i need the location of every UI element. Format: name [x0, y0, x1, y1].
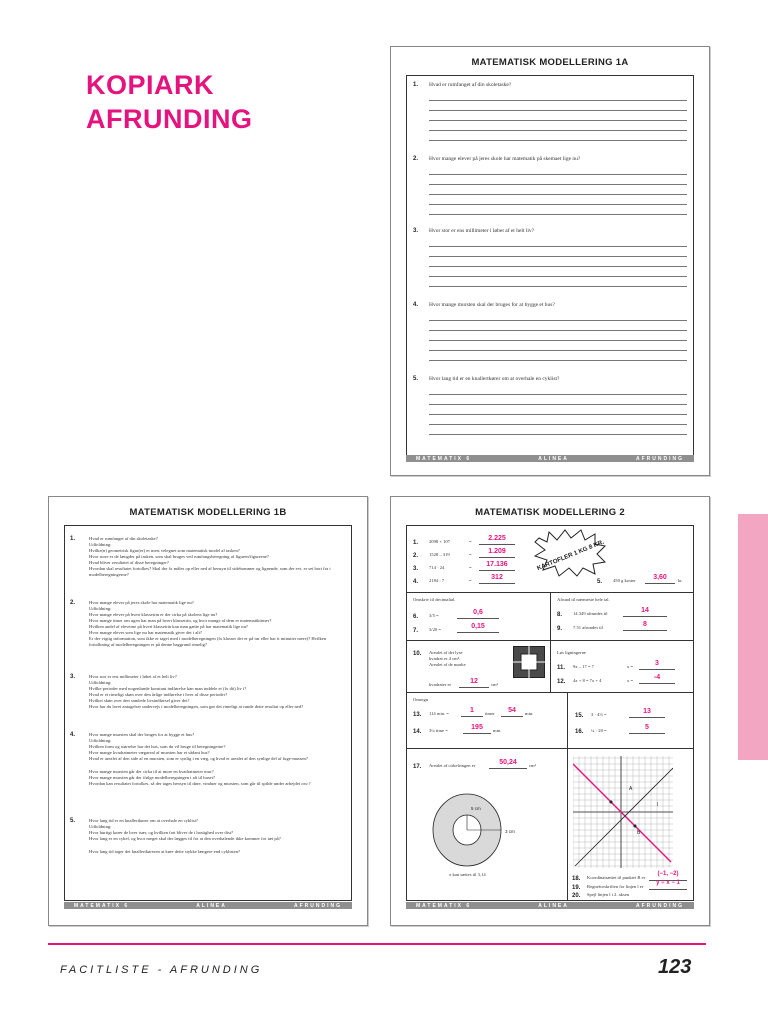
section-head: Omskriv til decimaltal.	[413, 597, 456, 602]
answer-line	[429, 246, 687, 247]
answer-line	[479, 557, 515, 558]
q-text: Arealet af cirkelringen er	[429, 763, 476, 768]
answer: 12	[470, 678, 478, 685]
page-modelling-1a	[390, 46, 710, 476]
answer-line	[429, 194, 687, 195]
answer-line	[623, 616, 667, 617]
answer: 17.136	[486, 561, 508, 568]
q-bullet: Hvor mange mursten går der cirka til at mure en kvadratmeter mur?	[89, 769, 214, 774]
footer-series: MATEMATIX 6	[416, 455, 472, 462]
footer-series: MATEMATIX 6	[74, 902, 130, 909]
q-expr: 3/20 =	[429, 627, 441, 632]
q-number: 6.	[413, 614, 419, 620]
answer: (−1, −2)	[657, 871, 679, 877]
header-line1: KOPIARK	[86, 70, 215, 100]
answer-line	[463, 733, 491, 734]
q-subhead: Udfoldning:	[89, 606, 112, 611]
q-bullet: Hvor lang tid tager det knallertkøreren at køre dette stykke længere end cyklisten?	[89, 849, 241, 854]
answer-line	[459, 687, 489, 688]
q-number: 12.	[557, 679, 566, 685]
q-expr: 14.349 afrundes til	[573, 611, 608, 616]
answer: y = x − 1	[656, 880, 680, 886]
unit: cm²	[529, 763, 536, 768]
q-number: 2.	[413, 156, 419, 162]
q-expr: 3¼ time =	[429, 728, 448, 733]
answer-line	[429, 286, 687, 287]
q-text: Hvor mange elever på jeres skole har matematik lige nu?	[89, 600, 194, 605]
radius-inner-label: 3 cm	[505, 829, 515, 834]
footer-publisher: ALINEA	[538, 455, 569, 462]
q-bullet: Hvor mange mursten går der ifølge modelberegningen i alt til huset?	[89, 775, 216, 780]
answer-line	[429, 130, 687, 131]
footer-publisher: ALINEA	[196, 902, 227, 909]
answer: 0,15	[471, 623, 485, 630]
q-text: Hvor lang tid er en knallertkører om at overhale en cyklist?	[89, 818, 198, 823]
answer: 312	[491, 574, 503, 581]
answer-line	[429, 100, 687, 101]
q-bullet: Hvilket skøn over den samlede livsindførsel giver det?	[89, 698, 190, 703]
page-footer	[406, 902, 694, 909]
answer-line	[429, 424, 687, 425]
answer-line	[639, 669, 675, 670]
q-bullet: Hvor lang er en cykel, og hvor meget skal der lægges til for at den overhalende ikke kommer for tæt på?	[89, 836, 281, 841]
variable: x =	[627, 678, 634, 683]
q-text: Hvor mange elever på jeres skole har matematik på skemaet lige nu?	[429, 156, 581, 162]
answer-line	[429, 256, 687, 257]
unit: min.	[525, 711, 534, 716]
q-expr: 1528 – 319	[429, 552, 450, 557]
page-footer	[406, 455, 694, 462]
answer-line	[429, 340, 687, 341]
q-text: Hvor stor er ens millimeter i løbet af et helt liv?	[89, 674, 177, 679]
q-bullet: Hvor mange timer om ugen har man på hvert klassetrin, og hvor mange af dem er matematiktimer?	[89, 618, 272, 623]
equals: =	[469, 578, 472, 583]
q-bullet: Hvilke perioder med nogenlunde konstant indførelse kan man inddele et (fx dit) liv i?	[89, 686, 247, 691]
q-number: 16.	[575, 729, 584, 735]
answer-line	[429, 266, 687, 267]
answer-line	[489, 768, 527, 769]
answer-line	[623, 630, 667, 631]
answer: 54	[508, 707, 516, 714]
answer-line	[429, 276, 687, 277]
q-number: 5.	[413, 376, 419, 382]
radius-outer-label: 5 cm	[471, 806, 481, 811]
q-bullet: Hvor mange kvadratmeter vægareal af mursten har et sådant hus?	[89, 750, 210, 755]
q-number: 5.	[70, 818, 76, 824]
q-text: Hvor stor er ens millimeter i løbet af et helt liv?	[429, 228, 535, 234]
q-number: 1.	[413, 82, 419, 88]
q-text: Koordinatsættet til punktet B er	[587, 875, 646, 880]
q-text: Hvad er rumfanget af din skoletaske?	[429, 82, 512, 88]
q-number: 9.	[557, 626, 563, 632]
answer-line	[457, 618, 499, 619]
answer-line	[429, 214, 687, 215]
divider	[407, 748, 693, 749]
note: π kan sættes til 3,14	[449, 872, 486, 877]
q-bullet: Hvor mange elever som lige nu har matematik giver det i alt?	[89, 630, 202, 635]
section-head: Løs ligningerne	[557, 650, 586, 655]
point-b-label: B	[637, 830, 641, 836]
answer: 3	[655, 660, 659, 667]
q-number: 2.	[413, 553, 419, 559]
equals: =	[469, 552, 472, 557]
footer-chapter: AFRUNDING	[636, 902, 684, 909]
q-number: 4.	[70, 732, 76, 738]
question-box	[64, 525, 352, 901]
footer-caption: FACITLISTE - AFRUNDING	[60, 964, 263, 976]
variable: x =	[627, 664, 634, 669]
q-number: 11.	[557, 665, 566, 671]
q-bullet: Hvor har du lavet antagelser undervejs i modelberegningen, som gør det rimeligt at runde dette resultat op eller ned?	[89, 704, 304, 709]
q-number: 20.	[572, 893, 581, 899]
q-bullet: Hvor mange elever på hvert klassetrin er der cirka på skolens lige nu?	[89, 612, 218, 617]
footer-publisher: ALINEA	[538, 902, 569, 909]
answer-line	[429, 110, 687, 111]
q-bullet: Hvordan kan resultatet fortolkes, så der tages hensyn til døre, vinduer og mursten, som går til spilde under arbejdet osv.?	[89, 781, 311, 786]
q-number: 1.	[413, 540, 419, 546]
q-number: 5.	[597, 579, 603, 585]
divider	[550, 592, 551, 692]
q-text: Hvor mange mursten skal der bruges for at bygge et hus?	[429, 302, 555, 308]
q-text: Arealet af de mørke	[429, 662, 466, 667]
answer-line	[639, 683, 675, 684]
answer-line	[629, 717, 665, 718]
q-number: 15.	[575, 713, 584, 719]
q-bullet: Er der vigtig information, som ikke er taget med i modelberegningen (fx klasser der er på tur eller har ti minutter mere)? Hvilken fortolkning af modelberegningen er på denne baggrund rimelig?	[89, 636, 327, 648]
q-number: 8.	[557, 612, 563, 618]
q-subhead: Udfoldning:	[89, 542, 112, 547]
answer: -4	[653, 674, 661, 681]
answer: 3,60	[653, 574, 667, 581]
q-bullet: Hvilke(n) geometrisk figur(er) er mest velegnet som matematisk model af tasken?	[89, 548, 240, 553]
q-bullet: Hvilken form og størrelse har det hus, som du vil bruge til beregningerne?	[89, 744, 226, 749]
answer-line	[649, 889, 687, 890]
q-text: Spejl linjen l i 2. aksen	[587, 892, 630, 897]
answer: 1	[470, 707, 474, 714]
q-subhead: Udfoldning:	[89, 738, 112, 743]
answer: 14	[641, 607, 649, 614]
header-title	[86, 68, 253, 136]
answer-line	[429, 184, 687, 185]
page-footer	[64, 902, 352, 909]
answer: 5	[645, 724, 649, 731]
answer-line	[429, 204, 687, 205]
q-text: Hvor lang tid er en knallertkører om at overhale en cyklist?	[429, 376, 560, 382]
section-head: Afrund til nærmeste hele tal.	[557, 597, 610, 602]
q-number: 7.	[413, 628, 419, 634]
q-bullet: Hvad bliver resultatet af disse beregninger?	[89, 560, 169, 565]
footer-chapter: AFRUNDING	[294, 902, 342, 909]
q-number: 4.	[413, 302, 419, 308]
section-head: Omregn	[413, 697, 429, 702]
q-expr: 9x – 17 = 7	[573, 664, 594, 669]
answer: 195	[471, 724, 483, 731]
answer-line	[429, 350, 687, 351]
q-number: 18.	[572, 876, 581, 882]
divider	[407, 692, 693, 693]
equals: =	[469, 539, 472, 544]
answer-line	[429, 434, 687, 435]
section-tab	[738, 514, 768, 760]
answer-line	[429, 394, 687, 395]
footer-chapter: AFRUNDING	[636, 455, 684, 462]
answer-line	[457, 632, 499, 633]
question-box	[406, 75, 694, 457]
q-number: 3.	[413, 566, 419, 572]
exercise-grid	[406, 525, 694, 901]
q-bullet: Hvad er et rimeligt skøn over den årlige indførelse i hver af disse perioder?	[89, 692, 228, 697]
answer: 13	[643, 708, 651, 715]
q-number: 3.	[70, 674, 76, 680]
q-number: 2.	[70, 600, 76, 606]
page-title: MATEMATISK MODELLERING 1B	[129, 507, 287, 518]
q-bullet: Hvilken andel af eleverne på hvert klassetrin kan man gætte på har matematik lige nu?	[89, 624, 248, 629]
page-title: MATEMATISK MODELLERING 1A	[471, 57, 629, 68]
divider	[567, 692, 568, 748]
answer-line	[645, 583, 675, 584]
q-bullet: Hvad er arealet af den side af en mursten, som er synlig i en væg, og hvad er arealet af den synlige del af fuge-massen?	[89, 756, 308, 761]
squares-figure	[513, 646, 545, 678]
answer-line	[479, 570, 515, 571]
header-line2: AFRUNDING	[86, 104, 253, 134]
page-modelling-1b	[48, 496, 368, 926]
q-expr: 3 · 4⅓ =	[591, 712, 607, 717]
q-number: 17.	[413, 764, 422, 770]
q-expr: 3/5 =	[429, 613, 439, 618]
q-number: 4.	[413, 579, 419, 585]
answer-line	[429, 140, 687, 141]
answer-line	[461, 716, 483, 717]
unit: timer	[485, 711, 495, 716]
q-expr: 114 min. =	[429, 711, 449, 716]
q-subhead: Udfoldning:	[89, 824, 112, 829]
answer-line	[429, 414, 687, 415]
footer-series: MATEMATIX 6	[416, 902, 472, 909]
q-expr: 714 · 24	[429, 565, 445, 570]
q-expr: 450 g koster	[613, 578, 636, 583]
q-text: Arealet af det lyse	[429, 650, 463, 655]
answer: 1.209	[488, 548, 506, 555]
divider	[567, 748, 568, 900]
answer-line	[429, 330, 687, 331]
q-subhead: Udfoldning:	[89, 680, 112, 685]
q-expr: ¼ · 20 =	[591, 728, 607, 733]
stamp-text: KARTOFLER 1 KG 8 KR.	[535, 538, 606, 573]
price-stamp	[533, 528, 607, 578]
answer-line	[429, 174, 687, 175]
q-expr: 4x + 8 = 7x + 4	[573, 678, 602, 683]
unit: min.	[493, 728, 502, 733]
q-text: Hvad er rumfanget af din skoletaske?	[89, 536, 158, 541]
answer-line	[479, 583, 515, 584]
q-number: 3.	[413, 228, 419, 234]
answer-line	[429, 360, 687, 361]
q-number: 1.	[70, 536, 76, 542]
coordinate-graph	[573, 756, 673, 868]
answer-line	[501, 716, 523, 717]
q-text: kvadrater er	[429, 682, 452, 687]
answer-line	[429, 404, 687, 405]
unit: cm²	[491, 682, 498, 687]
answer-line	[479, 544, 515, 545]
footer-rule	[48, 943, 706, 945]
line-label: l	[657, 802, 659, 808]
q-text: kvadrat er 4 cm².	[429, 656, 461, 661]
q-expr: 7.51 afrundes til	[573, 625, 603, 630]
page-number: 123	[658, 956, 692, 978]
q-number: 10.	[413, 651, 422, 657]
answer: 50,24	[499, 759, 517, 766]
q-number: 14.	[413, 729, 422, 735]
answer-line	[429, 320, 687, 321]
q-bullet: Hvor hurtigt kører de hver især, og hvilken fart bliver de i hastighed over dist?	[89, 830, 234, 835]
answer: 8	[643, 621, 647, 628]
q-bullet: Hvor store er de længder på tasken, som skal bruges ved rumfangsberegning af figuren/figurerne?	[89, 554, 269, 559]
ring-figure	[427, 788, 531, 872]
q-bullet: Hvordan skal resultatet fortolkes? Skal der fx måles op eller ned af hensyn til sidebommer og lignende, som der evt. er set bort fra i modelberegningerne?	[89, 566, 331, 578]
answer: 2.225	[488, 535, 506, 542]
point-a-label: A	[629, 786, 633, 792]
page-modelling-2	[390, 496, 710, 926]
answer-line	[429, 120, 687, 121]
q-number: 13.	[413, 712, 422, 718]
page-title: MATEMATISK MODELLERING 2	[475, 507, 625, 518]
answer-line	[629, 733, 665, 734]
q-text: Regneforskriften for linjen l er	[587, 884, 644, 889]
q-expr: 2184 : 7	[429, 578, 445, 583]
q-expr: 2098 + 107	[429, 539, 450, 544]
q-text: Hvor mange mursten skal der bruges for at bygge et hus?	[89, 732, 195, 737]
unit: kr.	[678, 578, 683, 583]
equals: =	[469, 565, 472, 570]
answer: 0,6	[473, 609, 483, 616]
q-number: 19.	[572, 885, 581, 891]
